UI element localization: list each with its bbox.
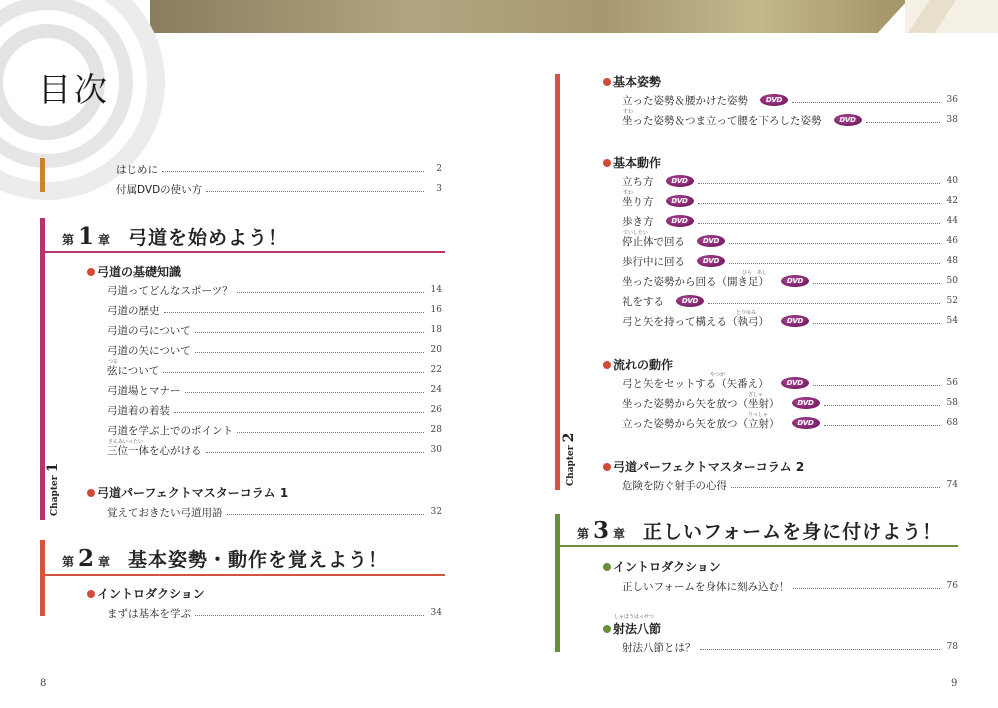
section-heading: イントロダクション	[87, 585, 205, 602]
dvd-badge: DVD	[697, 255, 725, 267]
ruby-text: ざしゃ	[748, 392, 764, 398]
chapter3-rule	[555, 545, 958, 547]
toc-row[interactable]: 弓道の弓について 18	[107, 324, 442, 337]
chapter2-marker: Chapter 2	[561, 432, 577, 486]
toc-row[interactable]: 覚えておきたい弓道用語 32	[107, 506, 442, 519]
page-number-right: 9	[951, 678, 958, 689]
section-heading: 弓道パーフェクトマスターコラム 1	[87, 484, 288, 501]
ruby-text: とりゆみ	[736, 310, 757, 316]
dvd-badge: DVD	[697, 235, 725, 247]
page-number-left: 8	[40, 678, 47, 689]
chapter2-heading: 第 2 章 基本姿勢・動作を覚えよう！	[62, 545, 389, 572]
dvd-badge: DVD	[760, 94, 788, 106]
dvd-badge: DVD	[781, 377, 809, 389]
ruby-text: やつが	[710, 372, 726, 378]
toc-row[interactable]: 坐った姿勢から矢を放つ（坐射） DVD 58	[622, 397, 958, 410]
toc-row[interactable]: 射法八節とは？ 78	[622, 641, 958, 654]
section-heading: 弓道の基礎知識	[87, 263, 181, 280]
toc-row[interactable]: 付属DVDの使い方 3	[116, 183, 442, 196]
ruby-text: さんみいったい	[108, 439, 144, 445]
toc-row[interactable]: 坐り方 DVD 42	[622, 195, 958, 208]
ruby-text: ひら あし	[742, 270, 768, 276]
page-title: 目次	[38, 70, 110, 109]
toc-row[interactable]: 弦について 22	[107, 364, 442, 377]
chapter2-bar-right	[555, 74, 560, 490]
chapter1-heading: 第 1 章 弓道を始めよう！	[62, 223, 289, 250]
toc-row[interactable]: 正しいフォームを身体に刻み込む！ 76	[622, 580, 958, 593]
dvd-badge: DVD	[666, 215, 694, 227]
toc-row[interactable]: 坐った姿勢から回る（開き足） DVD 50	[622, 275, 958, 288]
chapter1-rule	[40, 251, 445, 253]
toc-row[interactable]: 立った姿勢＆腰かけた姿勢 DVD 36	[622, 94, 958, 107]
dvd-badge: DVD	[666, 175, 694, 187]
section-heading: 弓道パーフェクトマスターコラム 2	[603, 458, 804, 475]
toc-row[interactable]: 歩行中に回る DVD 48	[622, 255, 958, 268]
toc-row[interactable]: 弓と矢をセットする（矢番え） DVD 56	[622, 377, 958, 390]
section-heading: 流れの動作	[603, 356, 673, 373]
dvd-badge: DVD	[781, 275, 809, 287]
toc-row[interactable]: 停止体で回る DVD 46	[622, 235, 958, 248]
dvd-badge: DVD	[834, 114, 862, 126]
toc-row[interactable]: 立ち方 DVD 40	[622, 175, 958, 188]
toc-row[interactable]: 弓道着の着装 26	[107, 404, 442, 417]
section-heading: 基本動作	[603, 154, 661, 171]
chapter1-marker: Chapter 1	[45, 462, 61, 516]
ruby-text: しゃほうはっせつ	[614, 614, 655, 620]
toc-row[interactable]: 歩き方 DVD 44	[622, 215, 958, 228]
toc-row[interactable]: 危険を防ぐ射手の心得 74	[622, 479, 958, 492]
chapter2-rule	[40, 574, 445, 576]
section-heading: 射法八節	[603, 620, 661, 637]
toc-row[interactable]: まずは基本を学ぶ 34	[107, 607, 442, 620]
toc-row[interactable]: 弓道場とマナー 24	[107, 384, 442, 397]
dvd-badge: DVD	[781, 315, 809, 327]
toc-row[interactable]: 三位一体を心がける 30	[107, 444, 442, 457]
chapter3-heading: 第 3 章 正しいフォームを身に付けよう！	[577, 517, 943, 544]
toc-row[interactable]: 立った姿勢から矢を放つ（立射） DVD 68	[622, 417, 958, 430]
toc-row[interactable]: 礼をする DVD 52	[622, 295, 958, 308]
chapter3-bar	[555, 514, 560, 652]
header-band	[150, 0, 908, 33]
chapter2-bar-left	[40, 540, 45, 616]
toc-row[interactable]: 弓と矢を持って構える（執弓） DVD 54	[622, 315, 958, 328]
toc-row[interactable]: 坐った姿勢＆つま立って腰を下ろした姿勢 DVD 38	[622, 114, 958, 127]
dvd-badge: DVD	[666, 195, 694, 207]
intro-bar	[40, 158, 45, 192]
section-heading: イントロダクション	[603, 558, 721, 575]
dvd-badge: DVD	[792, 397, 820, 409]
toc-row[interactable]: 弓道を学ぶ上でのポイント 28	[107, 424, 442, 437]
ruby-text: つる	[108, 359, 119, 365]
ruby-text: ていしたい	[623, 230, 649, 236]
dvd-badge: DVD	[676, 295, 704, 307]
toc-row[interactable]: 弓道の矢について 20	[107, 344, 442, 357]
toc-row[interactable]: はじめに 2	[116, 163, 442, 176]
toc-row[interactable]: 弓道の歴史 16	[107, 304, 442, 317]
ruby-text: すわ	[623, 109, 634, 115]
toc-row[interactable]: 弓道ってどんなスポーツ？ 14	[107, 284, 442, 297]
dvd-badge: DVD	[792, 417, 820, 429]
ruby-text: すわ	[623, 190, 634, 196]
section-heading: 基本姿勢	[603, 73, 661, 90]
ruby-text: りっしゃ	[748, 412, 769, 418]
